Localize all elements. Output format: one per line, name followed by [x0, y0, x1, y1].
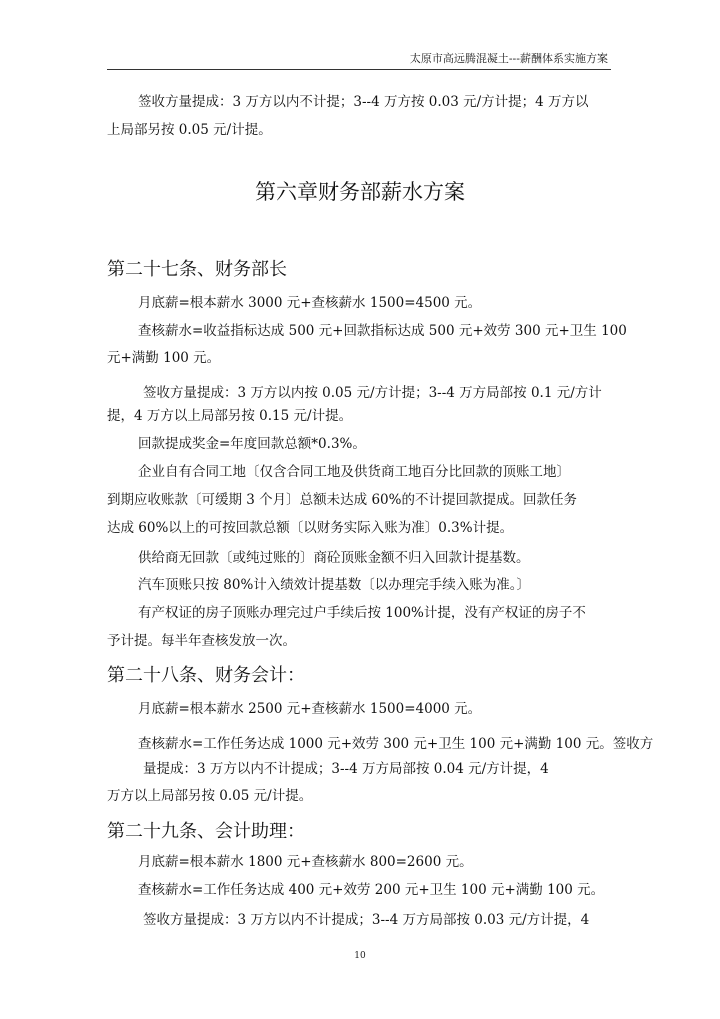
paragraph-line: 企业自有合同工地〔仅含合同工地及供货商工地百分比回款的顶账工地〕	[138, 464, 570, 480]
paragraph-line: 查核薪水=工作任务达成 400 元+效劳 200 元+卫生 100 元+满勤 100 元。	[138, 882, 605, 898]
paragraph-line: 签收方量提成：3 万方以内不计提成；3--4 万方局部按 0.03 元/方计提，4	[143, 912, 590, 928]
paragraph-line: 量提成：3 万方以内不计提成；3--4 万方局部按 0.04 元/方计提，4	[143, 761, 549, 777]
paragraph-line: 到期应收账款〔可缓期 3 个月〕总额未达成 60%的不计提回款提成。回款任务	[107, 492, 577, 508]
paragraph-line: 月底薪=根本薪水 3000 元+查核薪水 1500=4500 元。	[138, 295, 482, 311]
paragraph-line: 签收方量提成：3 万方以内按 0.05 元/方计提；3--4 万方局部按 0.1 元/方计	[143, 385, 602, 401]
paragraph-line: 元+满勤 100 元。	[107, 350, 221, 366]
paragraph-line: 达成 60%以上的可按回款总额〔以财务实际入账为准〕0.3%计提。	[107, 520, 514, 536]
paragraph-line: 查核薪水=工作任务达成 1000 元+效劳 300 元+卫生 100 元+满勤 100 元。签收方	[138, 736, 654, 752]
article-28-heading: 第二十八条、财务会计：	[107, 665, 305, 686]
paragraph-line: 月底薪=根本薪水 2500 元+查核薪水 1500=4000 元。	[138, 701, 482, 717]
paragraph-line: 提，4 万方以上局部另按 0.15 元/计提。	[107, 408, 353, 424]
paragraph-line: 回款提成奖金=年度回款总额*0.3%。	[138, 436, 366, 452]
paragraph-line: 上局部另按 0.05 元/计提。	[107, 122, 272, 138]
paragraph-line: 有产权证的房子顶账办理完过户手续后按 100%计提，没有产权证的房子不	[138, 605, 586, 621]
article-27-heading: 第二十七条、财务部长	[107, 259, 287, 280]
paragraph-line: 供给商无回款〔或纯过账的〕商砼顶账金额不归入回款计提基数。	[138, 550, 530, 566]
paragraph-line: 予计提。每半年查核发放一次。	[107, 633, 296, 649]
chapter-title: 第六章财务部薪水方案	[255, 180, 465, 204]
paragraph-line: 查核薪水=收益指标达成 500 元+回款指标达成 500 元+效劳 300 元+卫生 100	[138, 323, 627, 339]
paragraph-line: 汽车顶账只按 80%计入绩效计提基数〔以办理完手续入账为准。〕	[138, 577, 531, 593]
paragraph-line: 月底薪=根本薪水 1800 元+查核薪水 800=2600 元。	[138, 854, 473, 870]
article-29-heading: 第二十九条、会计助理：	[107, 821, 305, 842]
paragraph-line: 签收方量提成：3 万方以内不计提；3--4 万方按 0.03 元/方计提；4 万方以	[138, 94, 589, 110]
header-rule	[107, 69, 611, 70]
running-header: 太原市高远腾混凝土---薪酬体系实施方案	[409, 52, 608, 65]
paragraph-line: 万方以上局部另按 0.05 元/计提。	[107, 788, 313, 804]
page-number: 10	[354, 951, 366, 961]
